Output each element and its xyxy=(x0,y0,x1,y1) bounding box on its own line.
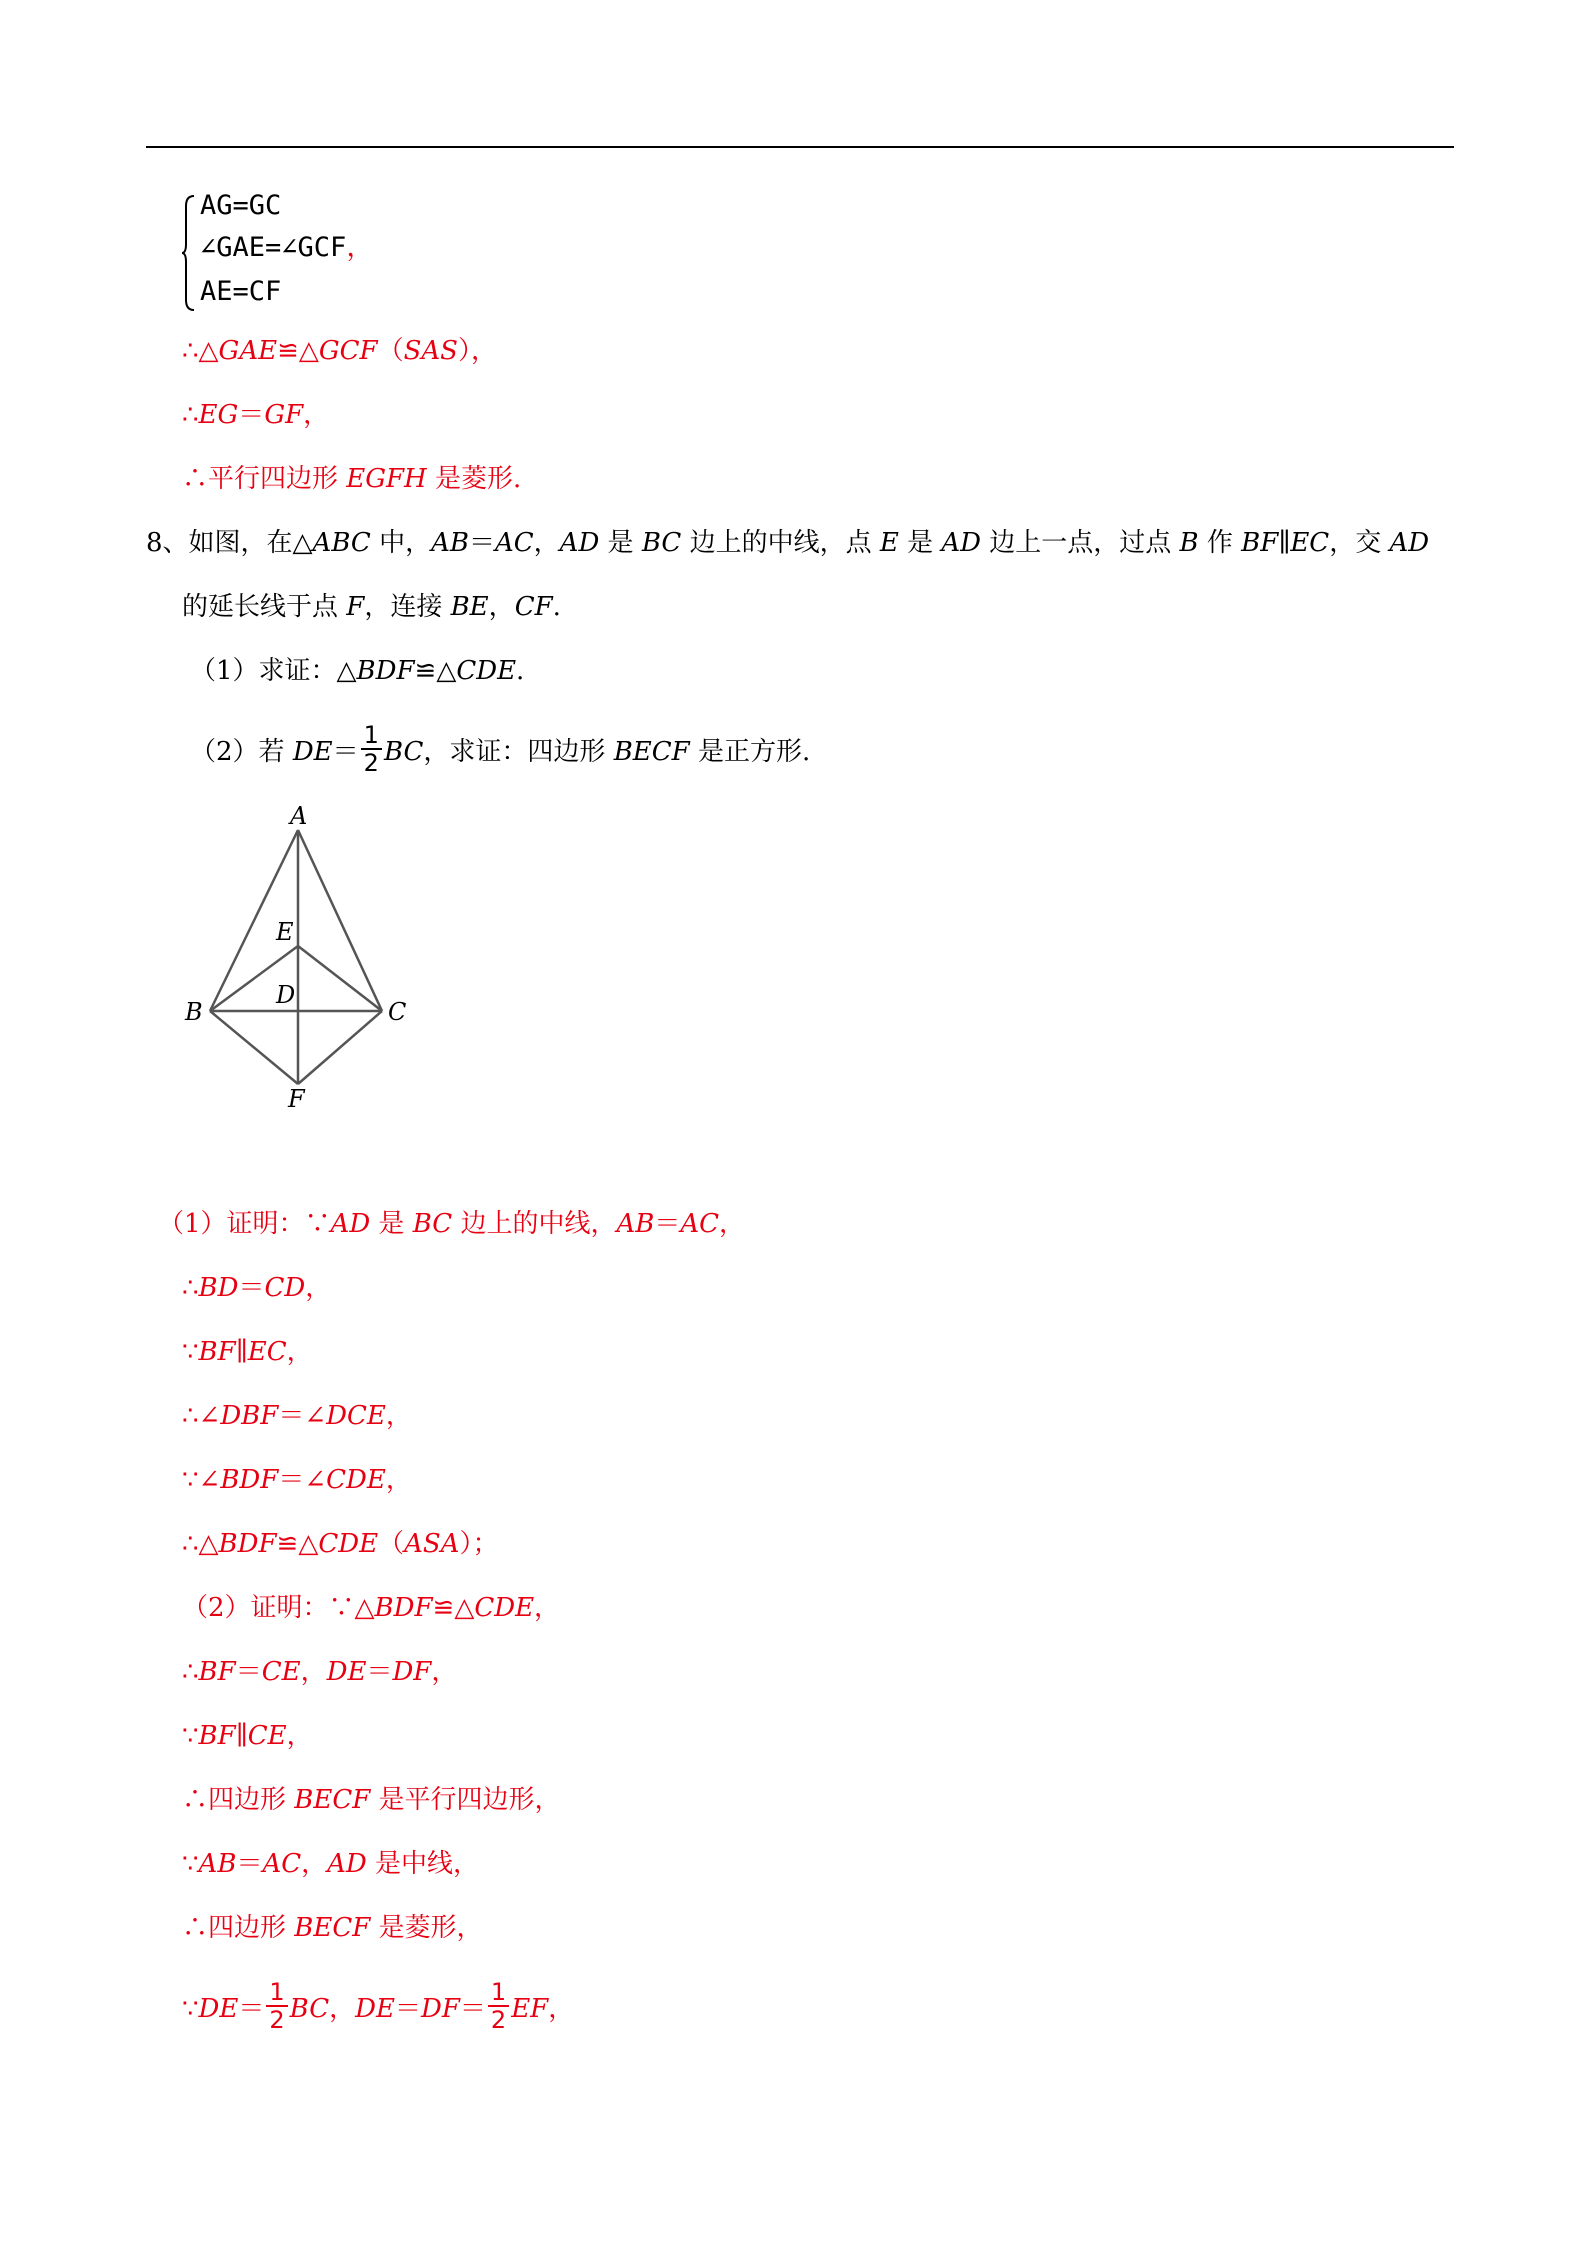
solution-line-13: ∵DE＝ $\frac{1}{2}$ BC，DE＝DF＝ $\frac{1}{2}$ EF， xyxy=(182,1978,575,2034)
system-row-2 xyxy=(200,232,373,264)
solution-line-7: （2）证明：∵△BDF≌△CDE， xyxy=(182,1593,561,1623)
prev-solution-line-2: ∴EG＝GF， xyxy=(182,400,330,430)
system-row-1: AG=GC xyxy=(200,190,282,221)
label-c: C xyxy=(388,998,407,1026)
equation-system xyxy=(182,190,442,320)
solution-line-3: ∵BF∥EC， xyxy=(182,1337,313,1367)
solution-line-8: ∴BF＝CE，DE＝DF， xyxy=(182,1657,458,1687)
problem-8-line-2: 的延长线于点 F，连接 BE，CF. xyxy=(182,592,561,622)
fraction-one-half: $\frac{1}{2}$ xyxy=(488,1980,509,2032)
left-brace-icon xyxy=(182,194,196,312)
segment-cf xyxy=(298,1011,382,1084)
segment-bf xyxy=(210,1011,298,1084)
system-row-3: AE=CF xyxy=(200,276,282,307)
prev-solution-line-3: ∴平行四边形 EGFH 是菱形. xyxy=(182,464,522,494)
solution-line-2: ∴BD＝CD， xyxy=(182,1273,332,1303)
segment-ac xyxy=(298,830,382,1011)
solution-line-5: ∵∠BDF＝∠CDE， xyxy=(182,1465,412,1495)
segment-ec xyxy=(298,946,382,1011)
problem-8-question-2: （2）若 DE＝ $\frac{1}{2}$ BC，求证：四边形 BECF 是正方形. xyxy=(190,721,811,777)
header-rule xyxy=(146,146,1454,148)
solution-line-1: （1）证明：∵AD 是 BC 边上的中线，AB＝AC， xyxy=(158,1209,746,1239)
solution-line-6: ∴△BDF≌△CDE（ASA）； xyxy=(182,1529,499,1559)
system-row-2-comma: ， xyxy=(346,232,374,263)
fraction-one-half: $\frac{1}{2}$ xyxy=(266,1980,287,2032)
label-d: D xyxy=(276,981,296,1009)
system-row-2-text: ∠GAE=∠GCF xyxy=(200,232,347,263)
label-a: A xyxy=(290,802,308,830)
label-b: B xyxy=(185,998,203,1026)
label-e: E xyxy=(276,918,294,946)
solution-line-4: ∴∠DBF＝∠DCE， xyxy=(182,1401,412,1431)
solution-line-9: ∵BF∥CE， xyxy=(182,1721,313,1751)
fraction-one-half: $\frac{1}{2}$ xyxy=(361,723,382,775)
prev-solution-line-1: ∴△GAE≌△GCF（SAS）， xyxy=(182,336,497,366)
problem-8-line-1: 8、如图，在△ABC 中，AB＝AC，AD 是 BC 边上的中线，点 E 是 AD 边上一点，过点 B 作 BF∥EC，交 AD xyxy=(146,528,1430,558)
solution-line-10: ∴四边形 BECF 是平行四边形， xyxy=(182,1785,561,1815)
label-f: F xyxy=(288,1085,305,1113)
problem-8-question-1: （1）求证：△BDF≌△CDE. xyxy=(190,656,525,686)
geometry-figure xyxy=(180,800,430,1120)
solution-line-12: ∴四边形 BECF 是菱形， xyxy=(182,1913,483,1943)
solution-line-11: ∵AB＝AC，AD 是中线， xyxy=(182,1849,480,1879)
